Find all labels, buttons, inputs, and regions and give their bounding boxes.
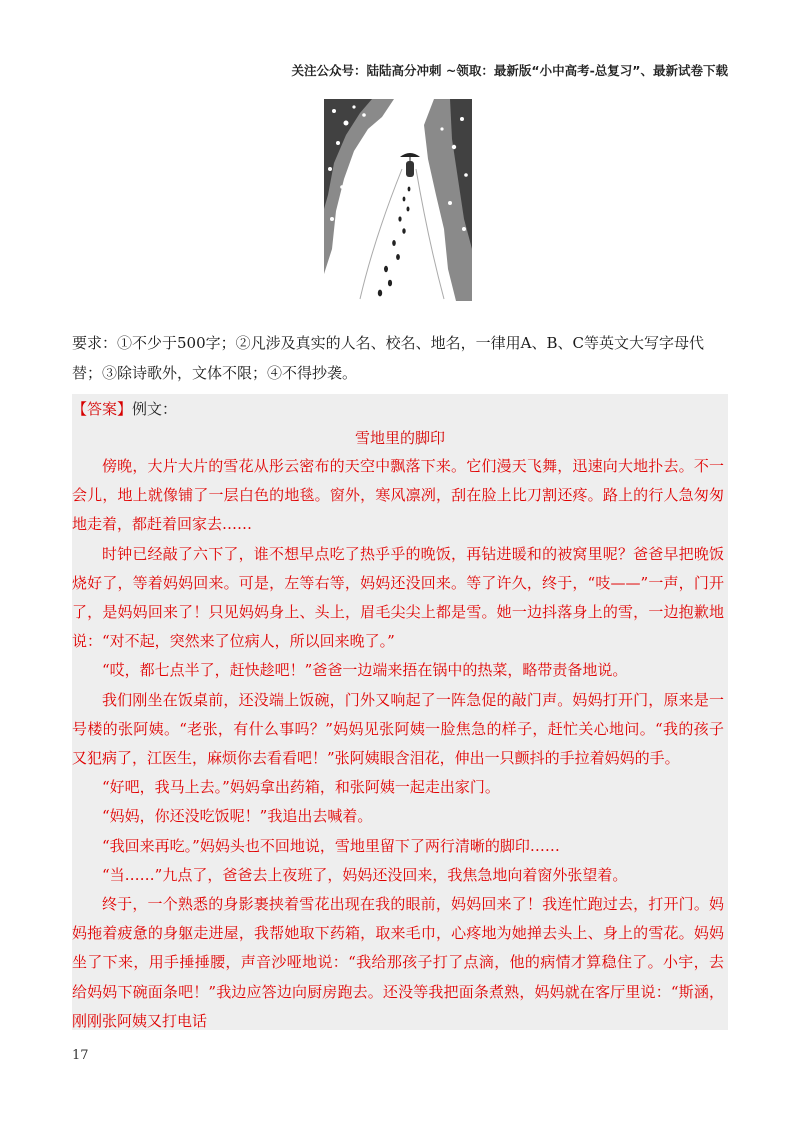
answer-section — [72, 394, 728, 1030]
essay-body — [72, 452, 724, 1030]
essay-paragraph: 傍晚，大片大片的雪花从彤云密布的天空中飘落下来。它们漫天飞舞，迅速向大地扑去。不一会儿，地上就像铺了一层白色的地毯。窗外，寒风凛冽，刮在脸上比刀割还疼。路上的行人急匆匆地走着，都赶着回家去…… — [72, 457, 724, 534]
essay-paragraph: “当……”九点了，爸爸去上夜班了，妈妈还没回来，我焦急地向着窗外张望着。 — [102, 865, 628, 884]
snow-footprints-illustration — [324, 99, 472, 301]
essay-paragraph: “好吧，我马上去。”妈妈拿出药箱，和张阿姨一起走出家门。 — [102, 778, 500, 797]
example-label: 例文： — [132, 400, 178, 418]
answer-heading — [72, 396, 177, 422]
essay-title: 雪地里的脚印 — [354, 429, 445, 447]
essay-paragraph: “我回来再吃。”妈妈头也不回地说，雪地里留下了两行清晰的脚印…… — [102, 836, 560, 855]
essay-paragraph: 时钟已经敲了六下了，谁不想早点吃了热乎乎的晚饭，再钻进暖和的被窝里呢？爸爸早把晚饭烧好了，等着妈妈回来。可是，左等右等，妈妈还没回来。等了许久，终于，“吱——”一声，门开了，是妈妈回来了！只见妈妈身上、头上，眉毛尖尖上都是雪。她一边抖落身上的雪，一边抱歉地说：“对不起，突然来了位病人，所以回来晚了。” — [72, 544, 724, 651]
answer-label: 【答案】 — [72, 400, 133, 418]
essay-paragraph: “妈妈，你还没吃饭呢！”我追出去喊着。 — [102, 807, 373, 826]
essay-paragraph: 终于，一个熟悉的身影裹挟着雪花出现在我的眼前，妈妈回来了！我连忙跑过去，打开门。妈妈拖着疲惫的身躯走进屋，我帮她取下药箱，取来毛巾，心疼地为她掸去头上、身上的雪花。妈妈坐了下来，用手捶捶腰，声音沙哑地说：“我给那孩子打了点滴，他的病情才算稳住了。小宇，去给妈妈下碗面条吧！”我边应答边向厨房跑去。还没等我把面条煮熟，妈妈就在客厅里说：“斯涵，刚刚张阿姨又打电话 — [72, 895, 724, 1030]
page-header: 关注公众号：陆陆高分冲刺 ~领取：最新版“小中高考-总复习”、最新试卷下载 — [291, 63, 728, 78]
page-number: 17 — [72, 1048, 89, 1063]
essay-paragraph: “哎，都七点半了，赶快趁吧！”爸爸一边端来捂在锅中的热菜，略带责备地说。 — [102, 661, 628, 680]
essay-paragraph: 我们刚坐在饭桌前，还没端上饭碗，门外又响起了一阵急促的敲门声。妈妈打开门，原来是一号楼的张阿姨。“老张，有什么事吗？”妈妈见张阿姨一脸焦急的样子，赶忙关心地问。“我的孩子又犯病了，江医生，麻烦你去看看吧！”张阿姨眼含泪花，伸出一只颤抖的手拉着妈妈的手。 — [72, 690, 724, 768]
essay-requirements: 要求：①不少于500字；②凡涉及真实的人名、校名、地名，一律用A、B、C等英文大写字母代替；③除诗歌外，文体不限；④不得抄袭。 — [72, 334, 704, 382]
